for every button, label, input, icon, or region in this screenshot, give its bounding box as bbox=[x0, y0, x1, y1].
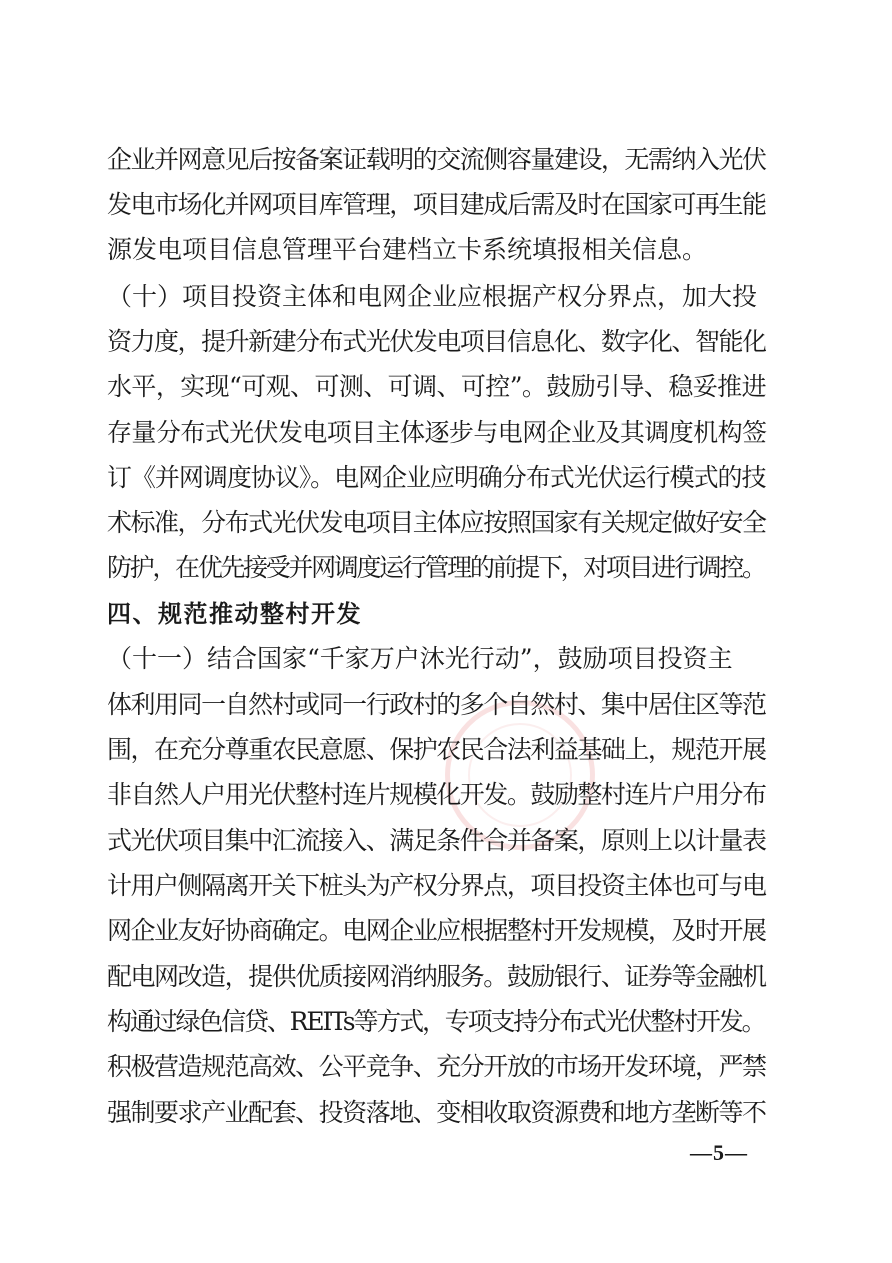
body-line: 体利用同一自然村或同一行政村的多个自然村、集中居住区等范 bbox=[107, 690, 766, 719]
body-line: 发电市场化并网项目库管理，项目建成后需及时在国家可再生能 bbox=[107, 190, 766, 219]
page-number: —5— bbox=[690, 1140, 748, 1165]
body-line: 计用户侧隔离开关下桩头为产权分界点，项目投资主体也可与电 bbox=[107, 871, 766, 900]
body-line: 积极营造规范高效、公平竞争、充分开放的市场开发环境，严禁 bbox=[107, 1052, 766, 1081]
body-line: 围，在充分尊重农民意愿、保护农民合法利益基础上，规范开展 bbox=[107, 735, 766, 764]
body-line: 防护，在优先接受并网调度运行管理的前提下，对项目进行调控。 bbox=[107, 553, 765, 582]
section-heading: 四、规范推动整村开发 bbox=[107, 600, 362, 628]
body-line: 订《并网调度协议》。电网企业应明确分布式光伏运行模式的技 bbox=[107, 463, 766, 492]
body-line: 强制要求产业配套、投资落地、变相收取资源费和地方垄断等不 bbox=[107, 1098, 766, 1127]
body-line: 网企业友好协商确定。电网企业应根据整村开发规模，及时开展 bbox=[107, 916, 766, 945]
body-line: 水平，实现“可观、可测、可调、可控”。鼓励引导、稳妥推进 bbox=[107, 372, 766, 401]
body-line: 源发电项目信息管理平台建档立卡系统填报相关信息。 bbox=[107, 235, 708, 264]
body-line: 构通过绿色信贷、REITs等方式，专项支持分布式光伏整村开发。 bbox=[107, 1007, 765, 1036]
body-line: 术标准，分布式光伏发电项目主体应按照国家有关规定做好安全 bbox=[107, 508, 766, 537]
body-line: 式光伏项目集中汇流接入、满足条件合并备案，原则上以计量表 bbox=[107, 826, 766, 855]
paragraph-first-line: （十）项目投资主体和电网企业应根据产权分界点，加大投 bbox=[107, 282, 758, 311]
body-line: 非自然人户用光伏整村连片规模化开发。鼓励整村连片户用分布 bbox=[107, 780, 766, 809]
body-line: 资力度，提升新建分布式光伏发电项目信息化、数字化、智能化 bbox=[107, 327, 766, 356]
body-line: 配电网改造，提供优质接网消纳服务。鼓励银行、证券等金融机 bbox=[107, 962, 766, 991]
paragraph-first-line: （十一）结合国家“千家万户沐光行动”，鼓励项目投资主 bbox=[107, 644, 733, 673]
body-line: 企业并网意见后按备案证载明的交流侧容量建设，无需纳入光伏 bbox=[107, 145, 766, 174]
body-line: 存量分布式光伏发电项目主体逐步与电网企业及其调度机构签 bbox=[107, 418, 767, 447]
